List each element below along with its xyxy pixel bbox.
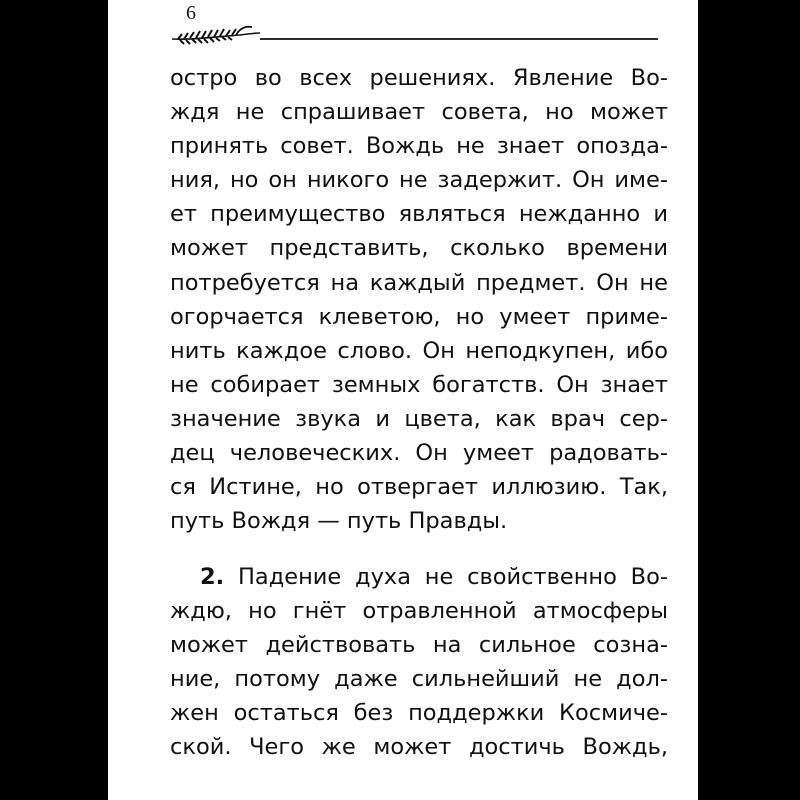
text-line: может действовать на сильное созна- [170,632,668,659]
text-line: путь Вождя — путь Правды. [170,508,508,535]
text-line: может представить, сколько времени [170,235,668,262]
fern-ornament-divider [170,24,660,46]
page-number: 6 [186,2,196,24]
text-line: значение звука и цвета, как врач сер- [170,405,668,432]
text-line: не собирает земных богатств. Он знает [170,371,668,398]
book-page [108,0,698,800]
text-line: нить каждое слово. Он неподкупен, ибо [170,337,668,364]
text-line: ждя не спрашивает совета, но может [170,99,668,126]
paragraph-number: 2. [200,564,225,590]
text-line: жен остаться без поддержки Космиче- [170,700,668,727]
text-line-first [170,560,668,594]
left-margin-band [0,0,108,800]
text-line: ся Истине, но отвергает иллюзию. Так, [170,474,668,501]
text-line: потребуется на каждый предмет. Он не [170,269,668,296]
paragraph-2-first-text: Падение духа не свойственно Во- [237,564,668,590]
text-line: огорчается клеветою, но умеет приме- [170,303,668,330]
text-line: остро во всех решениях. Явление Во- [170,65,668,91]
text-line: ние, потому даже сильнейший не дол- [170,666,668,693]
text-line: ния, но он никого не задержит. Он име- [170,167,668,194]
text-line: дец человеческих. Он умеет радовать- [170,440,668,467]
paragraph-1 [170,61,668,538]
text-line: ской. Чего же может достичь Вождь, [170,734,668,761]
text-line: принять совет. Вождь не знает опозда- [170,133,668,160]
text-line: ждю, но гнёт отравленной атмосферы [170,598,668,625]
right-margin-band [698,0,800,800]
text-line: ет преимущество являться нежданно и [170,201,668,228]
paragraph-2 [170,560,668,765]
